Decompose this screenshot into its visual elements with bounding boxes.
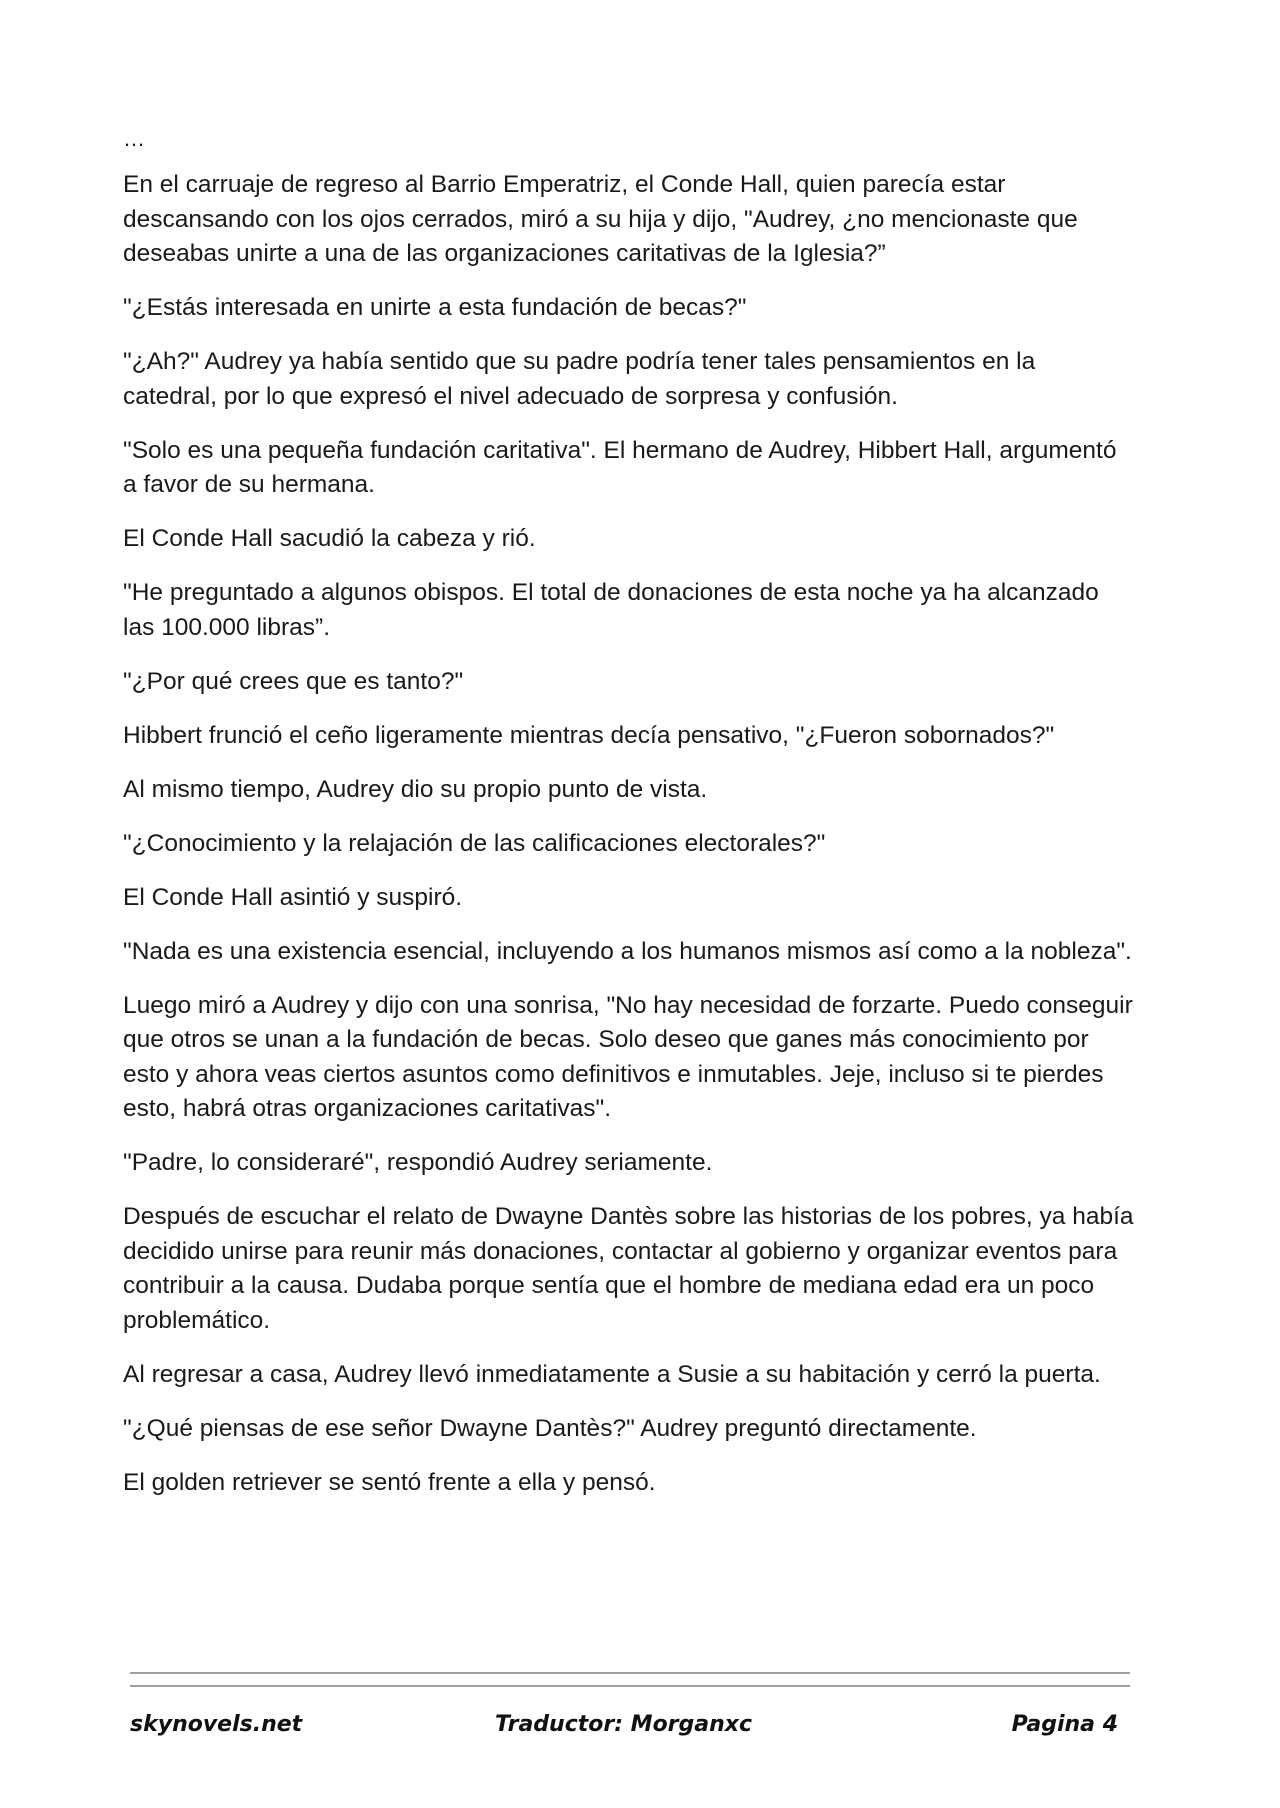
scene-break-ellipsis: …	[123, 126, 145, 151]
paragraph: En el carruaje de regreso al Barrio Emperatriz, el Conde Hall, quien parecía estar descansando con los ojos cerrados, miró a su hija y dijo, "Audrey, ¿no mencionaste que deseabas unirte a una de las organizaciones caritativas de la Iglesia?”	[123, 171, 1078, 267]
paragraph: El golden retriever se sentó frente a ella y pensó.	[123, 1468, 656, 1496]
paragraph: El Conde Hall asintió y suspiró.	[123, 883, 463, 911]
paragraph: Al regresar a casa, Audrey llevó inmediatamente a Susie a su habitación y cerró la puerta.	[123, 1360, 1101, 1388]
footer-divider	[130, 1672, 1130, 1698]
footer-translator: Traductor: Morganxc	[495, 1712, 753, 1737]
paragraph: El Conde Hall sacudió la cabeza y rió.	[123, 525, 536, 552]
paragraph: "¿Conocimiento y la relajación de las calificaciones electorales?"	[123, 829, 826, 857]
footer-page-number: Pagina 4	[1011, 1712, 1118, 1737]
page-footer	[130, 1712, 1130, 1752]
paragraph: Hibbert frunció el ceño ligeramente mientras decía pensativo, "¿Fueron sobornados?"	[123, 721, 1055, 749]
paragraph: "He preguntado a algunos obispos. El total de donaciones de esta noche ya ha alcanzado las 100.000 libras”.	[123, 579, 1099, 641]
paragraph: Después de escuchar el relato de Dwayne Dantès sobre las historias de los pobres, ya había decidido unirse para reunir más donaciones, contactar al gobierno y organizar eventos para contribuir a la causa. Dudaba porque sentía que el hombre de mediana edad era un poco problemático.	[123, 1203, 1134, 1334]
paragraph: "¿Estás interesada en unirte a esta fundación de becas?"	[123, 294, 747, 321]
document-body	[123, 122, 1135, 1520]
paragraph: "Solo es una pequeña fundación caritativa". El hermano de Audrey, Hibbert Hall, argumentó a favor de su hermana.	[123, 436, 1117, 498]
footer-rule-top	[130, 1672, 1130, 1674]
paragraph: "¿Ah?" Audrey ya había sentido que su padre podría tener tales pensamientos en la catedral, por lo que expresó el nivel adecuado de sorpresa y confusión.	[123, 348, 1036, 410]
paragraph: "¿Por qué crees que es tanto?"	[123, 667, 464, 695]
paragraph: "Padre, lo consideraré", respondió Audrey seriamente.	[123, 1149, 713, 1176]
paragraph: Luego miró a Audrey y dijo con una sonrisa, "No hay necesidad de forzarte. Puedo conseguir que otros se unan a la fundación de becas. Solo deseo que ganes más conocimiento por esto y ahora veas ciertos asuntos como definitivos e inmutables. Jeje, incluso si te pierdes esto, habrá otras organizaciones caritativas".	[123, 991, 1133, 1122]
paragraph: "Nada es una existencia esencial, incluyendo a los humanos mismos así como a la nobleza".	[123, 937, 1132, 965]
footer-site: skynovels.net	[130, 1712, 303, 1737]
paragraph: Al mismo tiempo, Audrey dio su propio punto de vista.	[123, 775, 708, 803]
footer-rule-bottom	[130, 1685, 1130, 1687]
paragraph: "¿Qué piensas de ese señor Dwayne Dantès?" Audrey preguntó directamente.	[123, 1414, 977, 1442]
